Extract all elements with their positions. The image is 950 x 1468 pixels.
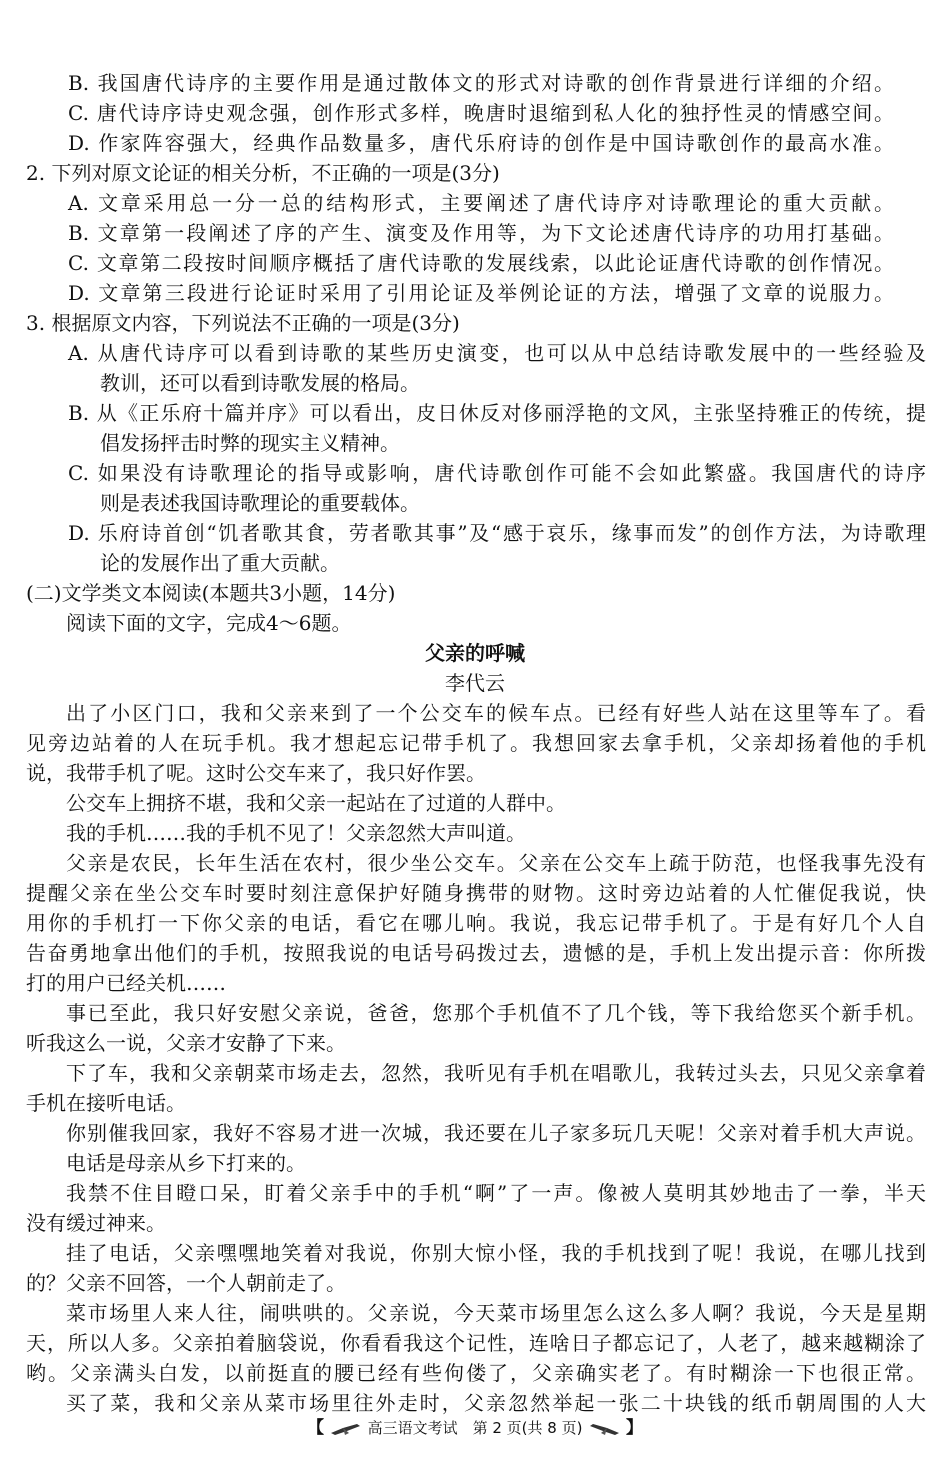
page-footer — [0, 1417, 950, 1439]
story-line: 公交车上拥挤不堪，我和父亲一起站在了过道的人群中。 — [66, 791, 566, 815]
story-line: 我的手机……我的手机不见了！父亲忽然大声叫道。 — [66, 821, 526, 845]
q3-option-c: C. 如果没有诗歌理论的指导或影响，唐代诗歌创作可能不会如此繁盛。我国唐代的诗序 — [68, 461, 926, 485]
story-line: 父亲是农民，长年生活在农村，很少坐公交车。父亲在公交车上疏于防范，也怪我事先没有 — [66, 851, 926, 875]
footer-text: 高三语文考试 第 2 页(共 8 页) — [367, 1419, 583, 1437]
story-line: 出了小区门口，我和父亲来到了一个公交车的候车点。已经有好些人站在这里等车了。看 — [66, 701, 926, 725]
footer-left-bracket: 【 — [307, 1418, 324, 1438]
story-line: 你别催我回家，我好不容易才进一次城，我还要在儿子家多玩几天呢！父亲对着手机大声说。 — [66, 1121, 926, 1145]
story-line: 告奋勇地拿出他们的手机，按照我说的电话号码拨过去，遗憾的是，手机上发出提示音：你所拨 — [26, 941, 926, 965]
story-author: 李代云 — [445, 671, 505, 695]
q3-stem: 3. 根据原文内容，下列说法不正确的一项是(3分) — [26, 311, 460, 335]
q3-option-d-cont: 论的发展作出了重大贡献。 — [100, 551, 340, 575]
q3-option-b-cont: 倡发扬抨击时弊的现实主义精神。 — [100, 431, 400, 455]
story-line: 没有缓过神来。 — [26, 1211, 166, 1235]
story-line: 听我这么一说，父亲才安静了下来。 — [26, 1031, 346, 1055]
q1-option-c: C. 唐代诗序诗史观念强，创作形式多样，晚唐时退缩到私人化的独抒性灵的情感空间。 — [68, 101, 894, 125]
story-line: 事已至此，我只好安慰父亲说，爸爸，您那个手机值不了几个钱，等下我给您买个新手机。 — [66, 1001, 926, 1025]
q2-stem: 2. 下列对原文论证的相关分析，不正确的一项是(3分) — [26, 161, 500, 185]
story-line: 的？父亲不回答，一个人朝前走了。 — [26, 1271, 346, 1295]
story-line: 打的用户已经关机…… — [26, 971, 226, 995]
story-line: 说，我带手机了呢。这时公交车来了，我只好作罢。 — [26, 761, 486, 785]
story-line: 天，所以人多。父亲拍着脑袋说，你看看我这个记性，连啥日子都忘记了，人老了，越来越糊涂了 — [26, 1331, 926, 1355]
story-line: 提醒父亲在坐公交车时要时刻注意保护好随身携带的财物。这时旁边站着的人忙催促我说，快 — [26, 881, 926, 905]
q3-option-a-cont: 教训，还可以看到诗歌发展的格局。 — [100, 371, 420, 395]
reading-instruction: 阅读下面的文字，完成4～6题。 — [66, 611, 352, 635]
story-line: 用你的手机打一下你父亲的电话，看它在哪儿响。我说，我忘记带手机了。于是有好几个人自 — [26, 911, 926, 935]
story-line: 电话是母亲从乡下打来的。 — [66, 1151, 306, 1175]
story-line: 见旁边站着的人在玩手机。我才想起忘记带手机了。我想回家去拿手机，父亲却扬着他的手机 — [26, 731, 926, 755]
story-line: 挂了电话，父亲嘿嘿地笑着对我说，你别大惊小怪，我的手机找到了呢！我说，在哪儿找到 — [66, 1241, 926, 1265]
story-line: 手机在接听电话。 — [26, 1091, 186, 1115]
footer-right-bracket: 】 — [626, 1418, 643, 1438]
section-heading: (二)文学类文本阅读(本题共3小题，14分) — [26, 581, 396, 605]
story-line: 菜市场里人来人往，闹哄哄的。父亲说，今天菜市场里怎么这么多人啊？我说，今天是星期 — [66, 1301, 926, 1325]
q2-option-d: D. 文章第三段进行论证时采用了引用论证及举例论证的方法，增强了文章的说服力。 — [68, 281, 894, 305]
story-line: 哟。父亲满头白发，以前挺直的腰已经有些佝偻了，父亲确实老了。有时糊涂一下也很正常。 — [26, 1361, 926, 1385]
story-line: 买了菜，我和父亲从菜市场里往外走时，父亲忽然举起一张二十块钱的纸币朝周围的人大 — [66, 1391, 926, 1415]
q1-option-d: D. 作家阵容强大，经典作品数量多，唐代乐府诗的创作是中国诗歌创作的最高水准。 — [68, 131, 894, 155]
story-line: 我禁不住目瞪口呆，盯着父亲手中的手机“啊”了一声。像被人莫明其妙地击了一拳，半天 — [66, 1181, 926, 1205]
q2-option-c: C. 文章第二段按时间顺序概括了唐代诗歌的发展线索，以此论证唐代诗歌的创作情况。 — [68, 251, 894, 275]
pen-icon — [587, 1419, 626, 1437]
q3-option-c-cont: 则是表述我国诗歌理论的重要载体。 — [100, 491, 420, 515]
q3-option-b: B. 从《正乐府十篇并序》可以看出，皮日休反对侈丽浮艳的文风，主张坚持雅正的传统，提 — [68, 401, 926, 425]
pen-icon — [329, 1419, 368, 1437]
q3-option-d: D. 乐府诗首创“饥者歌其食，劳者歌其事”及“感于哀乐，缘事而发”的创作方法，为诗歌理 — [68, 521, 926, 545]
q2-option-a: A. 文章采用总一分一总的结构形式，主要阐述了唐代诗序对诗歌理论的重大贡献。 — [68, 191, 894, 215]
q1-option-b: B. 我国唐代诗序的主要作用是通过散体文的形式对诗歌的创作背景进行详细的介绍。 — [68, 71, 894, 95]
story-line: 下了车，我和父亲朝菜市场走去，忽然，我听见有手机在唱歌儿，我转过头去，只见父亲拿着 — [66, 1061, 926, 1085]
q2-option-b: B. 文章第一段阐述了序的产生、演变及作用等，为下文论述唐代诗序的功用打基础。 — [68, 221, 894, 245]
story-title: 父亲的呼喊 — [425, 641, 525, 665]
q3-option-a: A. 从唐代诗序可以看到诗歌的某些历史演变，也可以从中总结诗歌发展中的一些经验及 — [68, 341, 926, 365]
